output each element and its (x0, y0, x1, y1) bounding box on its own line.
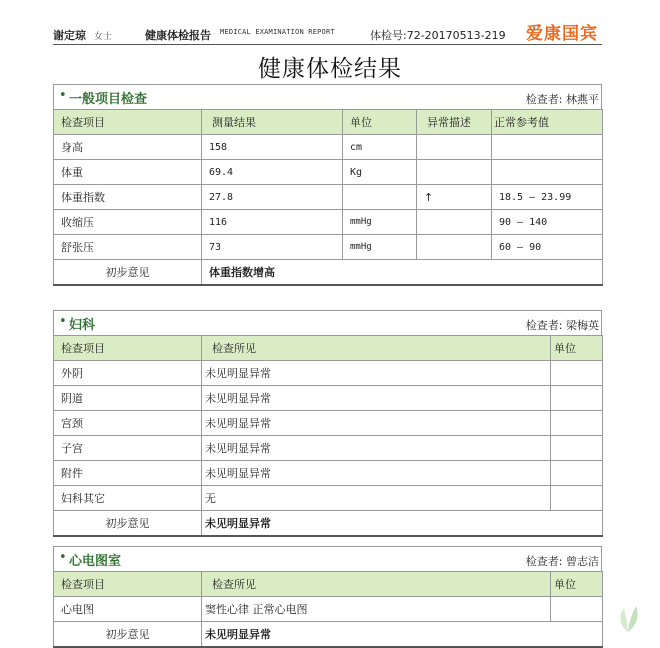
cell-ref: 18.5 — 23.99 (492, 185, 603, 210)
col-header: 单位 (551, 336, 603, 361)
table-row (54, 411, 603, 436)
cell-item: 体重 (54, 160, 202, 185)
col-header: 检查所见 (202, 336, 551, 361)
summary-row (54, 511, 603, 537)
col-header: 测量结果 (202, 110, 343, 135)
section-header (53, 84, 602, 109)
section-title: 一般项目检查 (69, 92, 148, 107)
cell-finding: 未见明显异常 (202, 386, 551, 411)
cell-unit (551, 361, 603, 386)
cell-item: 外阴 (54, 361, 202, 386)
cell-finding: 未见明显异常 (202, 361, 551, 386)
summary-label: 初步意见 (54, 260, 202, 286)
section-general (53, 84, 602, 286)
cell-finding: 未见明显异常 (202, 461, 551, 486)
cell-unit: mmHg (343, 210, 417, 235)
bullet-icon: • (59, 88, 67, 103)
patient-name: 谢定琼 (53, 29, 86, 42)
leaf-watermark-icon (610, 600, 646, 636)
cell-result: 116 (202, 210, 343, 235)
cell-item: 体重指数 (54, 185, 202, 210)
cell-finding: 无 (202, 486, 551, 511)
table-header-row (54, 110, 603, 135)
table-header-row (54, 336, 603, 361)
inspector: 检查者: 梁梅英 (525, 319, 599, 332)
exam-number-value: 72-20170513-219 (406, 29, 506, 42)
summary-text: 体重指数增高 (202, 260, 603, 286)
table-row (54, 135, 603, 160)
cell-item: 宫颈 (54, 411, 202, 436)
col-header: 检查项目 (54, 572, 202, 597)
cell-abnormal (417, 135, 492, 160)
table-row (54, 386, 603, 411)
header-divider (53, 44, 602, 45)
cell-unit: Kg (343, 160, 417, 185)
cell-unit (551, 486, 603, 511)
col-header: 检查项目 (54, 110, 202, 135)
cell-abnormal (417, 210, 492, 235)
cell-ref: 60 — 90 (492, 235, 603, 260)
cell-ref (492, 160, 603, 185)
col-header: 正常参考值 (492, 110, 603, 135)
cell-unit (551, 411, 603, 436)
section-header (53, 546, 602, 571)
col-header: 单位 (551, 572, 603, 597)
table-row (54, 597, 603, 622)
summary-text: 未见明显异常 (202, 622, 603, 648)
cell-finding: 未见明显异常 (202, 411, 551, 436)
ecg-table (53, 571, 603, 648)
summary-label: 初步意见 (54, 622, 202, 648)
cell-unit (551, 461, 603, 486)
section-gyn (53, 310, 602, 537)
inspector: 检查者: 林燕平 (525, 93, 599, 106)
table-row (54, 210, 603, 235)
col-header: 异常描述 (417, 110, 492, 135)
brand-logo: 爱康国宾 (526, 24, 598, 44)
section-header (53, 310, 602, 335)
summary-label: 初步意见 (54, 511, 202, 537)
summary-row (54, 260, 603, 286)
table-row (54, 185, 603, 210)
cell-item: 舒张压 (54, 235, 202, 260)
cell-item: 收缩压 (54, 210, 202, 235)
patient-title: 女士 (93, 32, 112, 42)
cell-unit (551, 436, 603, 461)
exam-number-label: 体检号: (370, 29, 407, 42)
table-header-row (54, 572, 603, 597)
cell-abnormal (417, 235, 492, 260)
table-row (54, 436, 603, 461)
cell-ref: 90 — 140 (492, 210, 603, 235)
col-header: 检查所见 (202, 572, 551, 597)
cell-item: 妇科其它 (54, 486, 202, 511)
cell-unit: mmHg (343, 235, 417, 260)
patient-name-block (53, 27, 112, 43)
bullet-icon: • (59, 550, 67, 565)
exam-number (370, 27, 506, 43)
cell-finding: 未见明显异常 (202, 436, 551, 461)
page-title: 健康体检结果 (258, 56, 402, 82)
summary-text: 未见明显异常 (202, 511, 603, 537)
cell-abnormal: ↑ (417, 185, 492, 210)
cell-abnormal (417, 160, 492, 185)
cell-unit (551, 597, 603, 622)
cell-item: 子宫 (54, 436, 202, 461)
report-title-en: MEDICAL EXAMINATION REPORT (220, 28, 335, 36)
col-header: 检查项目 (54, 336, 202, 361)
report-title: 健康体检报告 (145, 29, 211, 42)
section-title: 心电图室 (69, 554, 122, 569)
cell-item: 阴道 (54, 386, 202, 411)
section-ecg (53, 546, 602, 648)
cell-unit: cm (343, 135, 417, 160)
cell-result: 158 (202, 135, 343, 160)
table-row (54, 235, 603, 260)
table-row (54, 486, 603, 511)
cell-item: 附件 (54, 461, 202, 486)
table-row (54, 361, 603, 386)
cell-result: 27.8 (202, 185, 343, 210)
gyn-table (53, 335, 603, 537)
cell-ref (492, 135, 603, 160)
section-title: 妇科 (69, 318, 96, 333)
cell-finding: 窦性心律 正常心电图 (202, 597, 551, 622)
cell-result: 73 (202, 235, 343, 260)
cell-item: 身高 (54, 135, 202, 160)
col-header: 单位 (343, 110, 417, 135)
table-row (54, 461, 603, 486)
summary-row (54, 622, 603, 648)
inspector: 检查者: 曾志洁 (525, 555, 599, 568)
cell-result: 69.4 (202, 160, 343, 185)
report-header (53, 20, 602, 44)
cell-unit (551, 386, 603, 411)
cell-item: 心电图 (54, 597, 202, 622)
cell-unit (343, 185, 417, 210)
bullet-icon: • (59, 314, 67, 329)
table-row (54, 160, 603, 185)
general-table (53, 109, 603, 286)
